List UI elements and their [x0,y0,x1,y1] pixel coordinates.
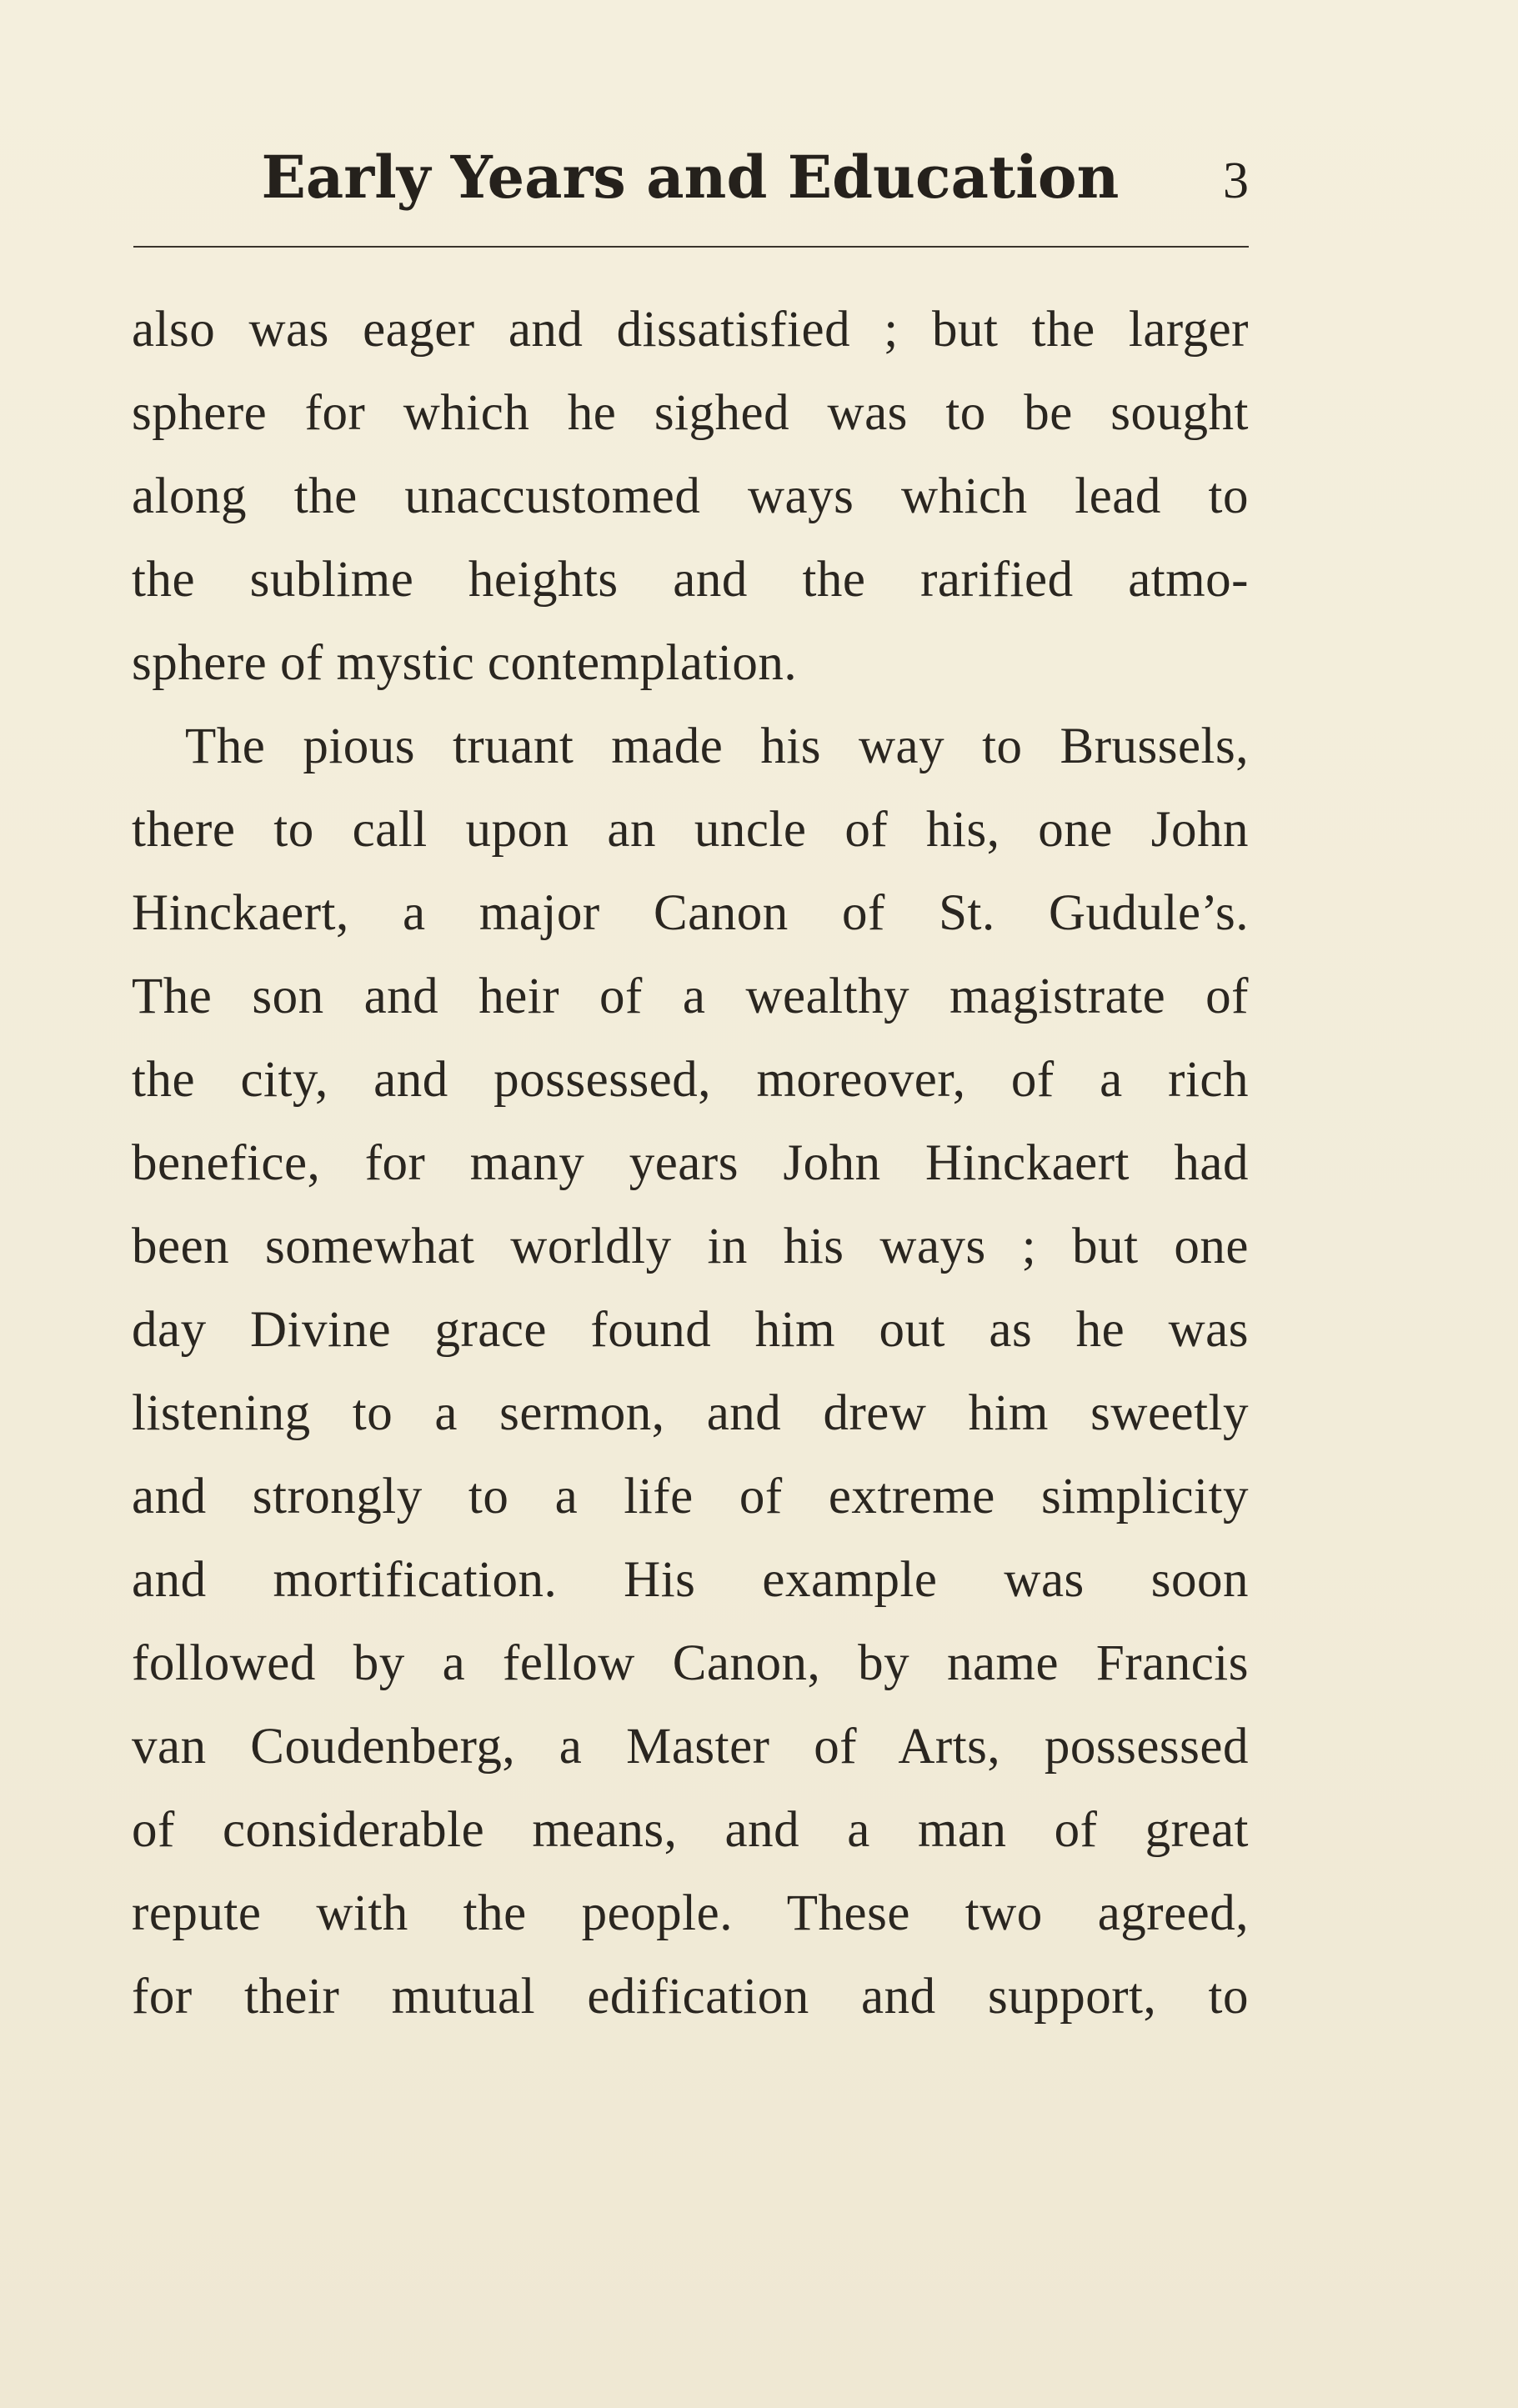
page-number: 3 [1223,153,1249,209]
text-line: repute with the people. These two agreed, [132,1885,1249,1941]
running-head [132,140,1249,215]
text-line: The pious truant made his way to Brussels, [185,718,1249,774]
text-line: and mortification. His example was soon [132,1552,1249,1608]
text-line: the sublime heights and the rarified atmo- [132,552,1249,608]
text-line: Hinckaert, a major Canon of St. Gudule’s. [132,885,1249,941]
text-line: been somewhat worldly in his ways ; but one [132,1219,1249,1274]
text-line: also was eager and dissatisfied ; but the larger [132,302,1249,358]
header-rule [133,246,1249,248]
text-line: the city, and possessed, moreover, of a rich [132,1052,1249,1108]
text-line: along the unaccustomed ways which lead to [132,468,1249,524]
running-title: Early Years and Education [261,143,1120,212]
text-line: and strongly to a life of extreme simplicity [132,1469,1249,1524]
text-line: benefice, for many years John Hinckaert had [132,1135,1249,1191]
text-line: for their mutual edification and support, to [132,1969,1249,2025]
text-line: day Divine grace found him out as he was [132,1302,1249,1358]
text-line: van Coudenberg, a Master of Arts, possessed [132,1719,1249,1775]
text-line: followed by a fellow Canon, by name Francis [132,1635,1249,1691]
text-line: of considerable means, and a man of great [132,1802,1249,1858]
text-line: sphere of mystic contemplation. [132,635,798,691]
text-line: sphere for which he sighed was to be sought [132,385,1249,441]
text-line: listening to a sermon, and drew him sweetly [132,1385,1249,1441]
text-line: there to call upon an uncle of his, one John [132,802,1249,858]
text-line: The son and heir of a wealthy magistrate of [132,969,1249,1024]
body-text [132,288,1249,2039]
